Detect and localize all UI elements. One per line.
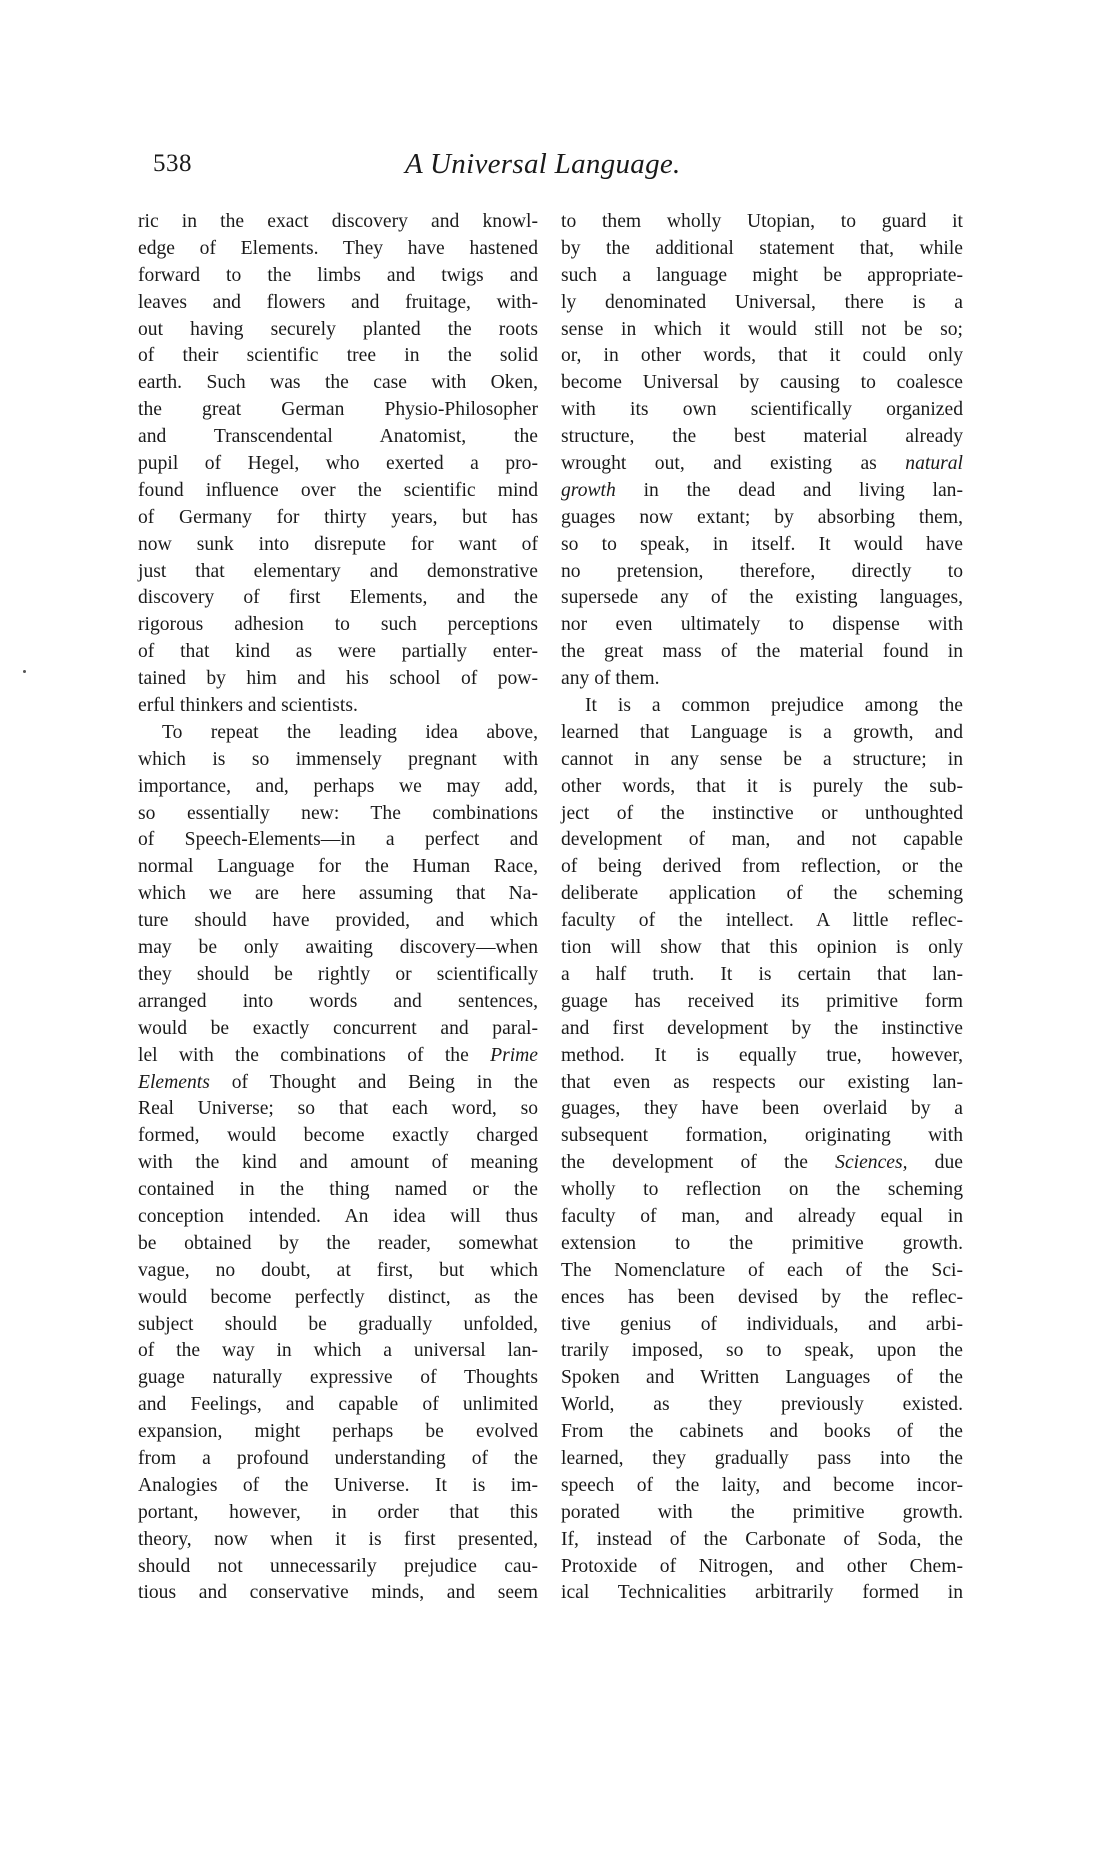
text-segment: no pretension, therefore, directly to [561,560,963,582]
text-segment: would become perfectly distinct, as the [138,1286,538,1308]
text-line [561,585,963,612]
text-line [561,1123,963,1150]
text-line [561,720,963,747]
text-segment: To repeat the leading idea above, [162,721,538,743]
text-segment: deliberate application of the scheming [561,883,963,905]
text-line [138,424,538,451]
text-segment: and Feelings, and capable of unlimited [138,1394,538,1416]
text-segment: tive genius of individuals, and arbi- [561,1313,963,1335]
text-line [561,1446,963,1473]
text-segment: structure, the best material already [561,426,963,448]
text-segment: with the kind and amount of meaning [138,1152,538,1174]
text-line [138,478,538,505]
text-segment: may be only awaiting discovery—when [138,937,538,959]
text-line [561,639,963,666]
text-line [138,290,538,317]
text-line [138,1312,538,1339]
text-segment: of Speech-Elements—in a perfect and [138,829,538,851]
text-segment: learned, they gradually pass into the [561,1447,963,1469]
text-line [561,451,963,478]
text-line [138,935,538,962]
text-segment: rigorous adhesion to such perceptions [138,614,538,636]
text-line [138,209,538,236]
text-segment: learned that Language is a growth, and [561,721,963,743]
text-segment: theory, now when it is first presented, [138,1528,538,1550]
text-line [561,424,963,451]
text-segment: would be exactly concurrent and paral- [138,1017,538,1039]
text-segment: subject should be gradually unfolded, [138,1313,538,1335]
text-line [561,989,963,1016]
text-line [138,317,538,344]
text-segment: development of man, and not capable [561,829,963,851]
text-segment: It is a common prejudice among the [585,695,963,717]
text-segment: tained by him and his school of pow- [138,668,538,690]
text-segment: the development of the [561,1152,808,1174]
text-line [138,1070,538,1097]
text-segment: method. It is equally true, however, [561,1044,963,1066]
text-line [138,343,538,370]
text-segment: guage naturally expressive of Thoughts [138,1367,538,1389]
text-segment: ical Technicalities arbitrarily formed in [561,1582,963,1604]
text-line [138,693,538,720]
text-segment: faculty of man, and already equal in [561,1205,963,1227]
text-segment: expansion, might perhaps be evolved [138,1421,538,1443]
text-line [138,1204,538,1231]
text-line [138,1231,538,1258]
text-segment: faculty of the intellect. A little reflec- [561,910,963,932]
text-segment: discovery of first Elements, and the [138,587,538,609]
text-line [561,1204,963,1231]
text-line [561,1070,963,1097]
text-segment: wrought out, and existing as [561,453,877,475]
text-line [561,236,963,263]
text-line [138,908,538,935]
text-line [561,478,963,505]
text-line [138,666,538,693]
text-line [138,1043,538,1070]
text-line [561,962,963,989]
page-number: 538 [153,150,192,177]
text-segment: From the cabinets and books of the [561,1421,963,1443]
text-segment: nor even ultimately to dispense with [561,614,963,636]
text-line [561,397,963,424]
text-line [561,666,963,693]
text-line [138,1338,538,1365]
text-segment: so essentially new: The combinations [138,802,538,824]
text-line [561,1285,963,1312]
text-line [138,1016,538,1043]
text-segment: and Transcendental Anatomist, the [138,426,538,448]
text-line [561,1473,963,1500]
text-segment: importance, and, perhaps we may add, [138,775,538,797]
text-segment: of that kind as were partially enter- [138,641,538,663]
text-line [561,1365,963,1392]
text-line [138,1285,538,1312]
text-segment: of the way in which a universal lan- [138,1340,538,1362]
text-line [138,1258,538,1285]
text-line [138,1177,538,1204]
text-line [138,801,538,828]
text-line [138,559,538,586]
text-segment: in the dead and living lan- [615,479,963,501]
text-segment: arranged into words and sentences, [138,990,538,1012]
text-segment: forward to the limbs and twigs and [138,264,538,286]
text-line [138,881,538,908]
text-line [561,801,963,828]
text-line [561,1580,963,1607]
text-line [138,1554,538,1581]
text-line [138,370,538,397]
text-segment: or, in other words, that it could only [561,345,963,367]
text-segment: speech of the laity, and become incor- [561,1474,963,1496]
text-segment: tion will show that this opinion is only [561,937,963,959]
text-segment: contained in the thing named or the [138,1179,538,1201]
text-line [561,370,963,397]
text-line [561,317,963,344]
text-line [138,397,538,424]
text-line [561,881,963,908]
text-line [138,1473,538,1500]
text-segment: by the additional statement that, while [561,237,963,259]
text-segment: with its own scientifically organized [561,399,963,421]
text-segment: be obtained by the reader, somewhat [138,1232,538,1254]
text-segment: such a language might be appropriate- [561,264,963,286]
text-segment: ences has been devised by the reflec- [561,1286,963,1308]
text-line [138,854,538,881]
text-line [561,827,963,854]
text-line [138,720,538,747]
text-line [138,585,538,612]
text-line [138,1500,538,1527]
text-segment: formed, would become exactly charged [138,1125,538,1147]
text-line [138,505,538,532]
text-segment: subsequent formation, originating with [561,1125,963,1147]
text-segment: ric in the exact discovery and knowl- [138,211,538,232]
text-segment: trarily imposed, so to speak, upon the [561,1340,963,1362]
text-line [561,290,963,317]
text-segment: lel with the combinations of the [138,1044,469,1066]
text-line [561,908,963,935]
text-line [561,1096,963,1123]
text-segment: edge of Elements. They have hastened [138,237,538,259]
text-line [561,747,963,774]
text-line [561,505,963,532]
text-segment: tious and conservative minds, and seem [138,1582,538,1604]
text-segment: earth. Such was the case with Oken, [138,372,538,394]
text-line [561,693,963,720]
italic-text: natural [905,453,963,475]
text-segment: conception intended. An idea will thus [138,1205,538,1227]
text-line [561,343,963,370]
text-segment: a half truth. It is certain that lan- [561,963,963,985]
italic-text: Prime [490,1044,538,1066]
text-line [138,263,538,290]
text-line [138,1392,538,1419]
text-line [561,1500,963,1527]
running-title: A Universal Language. [405,148,681,180]
text-segment: erful thinkers and scientists. [138,695,358,717]
text-line [138,236,538,263]
text-segment: leaves and flowers and fruitage, with- [138,291,538,313]
text-line [561,1554,963,1581]
text-segment: just that elementary and demonstrative [138,560,538,582]
italic-text: Sciences, [835,1152,908,1174]
text-segment: and first development by the instinctive [561,1017,963,1039]
text-line [561,1258,963,1285]
text-line [138,1580,538,1607]
text-line [561,1231,963,1258]
text-segment: become Universal by causing to coalesce [561,372,963,394]
text-segment: other words, that it is purely the sub- [561,775,963,797]
text-segment: ject of the instinctive or unthoughted [561,802,963,824]
text-line [138,1446,538,1473]
text-line [561,1392,963,1419]
text-segment: of their scientific tree in the solid [138,345,538,367]
text-segment: If, instead of the Carbonate of Soda, the [561,1528,963,1550]
text-line [561,1043,963,1070]
text-line [561,1527,963,1554]
text-segment: cannot in any sense be a structure; in [561,748,963,770]
text-line [561,263,963,290]
text-line [561,854,963,881]
text-line [561,1312,963,1339]
italic-text: Elements [138,1071,210,1093]
text-segment: pupil of Hegel, who exerted a pro- [138,453,538,475]
text-line [138,532,538,559]
text-line [561,1177,963,1204]
text-line [561,559,963,586]
text-line [138,639,538,666]
text-segment: the great mass of the material found in [561,641,963,663]
text-segment: normal Language for the Human Race, [138,856,538,878]
text-line [561,209,963,236]
text-line [561,1150,963,1177]
text-segment: of being derived from reflection, or the [561,856,963,878]
text-line [561,774,963,801]
text-line [138,1096,538,1123]
text-segment: of Germany for thirty years, but has [138,506,538,528]
text-segment: guages now extant; by absorbing them, [561,506,963,528]
text-segment: Protoxide of Nitrogen, and other Chem- [561,1555,963,1577]
text-segment: they should be rightly or scientifically [138,963,538,985]
text-line [138,1365,538,1392]
text-segment: should not unnecessarily prejudice cau- [138,1555,538,1577]
text-line [138,1527,538,1554]
text-segment: Spoken and Written Languages of the [561,1367,963,1389]
text-segment: so to speak, in itself. It would have [561,533,963,555]
text-segment: any of them. [561,668,660,690]
text-line [138,747,538,774]
text-line [561,1419,963,1446]
text-segment: now sunk into disrepute for want of [138,533,538,555]
text-segment: that even as respects our existing lan- [561,1071,963,1093]
text-segment: wholly to reflection on the scheming [561,1179,963,1201]
text-segment: out having securely planted the roots [138,318,538,340]
text-line [138,962,538,989]
text-segment: sense in which it would still not be so; [561,318,963,340]
text-line [138,989,538,1016]
text-segment: World, as they previously existed. [561,1394,963,1416]
text-segment: vague, no doubt, at first, but which [138,1259,538,1281]
text-segment: Analogies of the Universe. It is im- [138,1474,538,1496]
text-line [138,774,538,801]
text-segment: to them wholly Utopian, to guard it [561,211,963,232]
text-segment: of Thought and Being in the [209,1071,538,1093]
text-segment: guages, they have been overlaid by a [561,1098,963,1120]
italic-text: growth [561,479,616,501]
text-segment: the great German Physio-Philosopher [138,399,538,421]
text-line [561,612,963,639]
text-line [138,1150,538,1177]
text-segment: extension to the primitive growth. [561,1232,963,1254]
text-line [138,612,538,639]
text-segment: which we are here assuming that Na- [138,883,538,905]
text-segment: supersede any of the existing languages, [561,587,963,609]
text-segment: found influence over the scientific mind [138,479,538,501]
text-line [561,1016,963,1043]
text-line [561,1338,963,1365]
margin-mark [23,670,26,673]
text-line [138,1123,538,1150]
right-text-column [561,209,963,1607]
text-segment: ture should have provided, and which [138,910,538,932]
text-line [561,935,963,962]
text-segment: guage has received its primitive form [561,990,963,1012]
text-segment: portant, however, in order that this [138,1501,538,1523]
text-segment: ly denominated Universal, there is a [561,291,963,313]
text-segment: porated with the primitive growth. [561,1501,963,1523]
text-segment: The Nomenclature of each of the Sci- [561,1259,963,1281]
text-segment: Real Universe; so that each word, so [138,1098,538,1120]
text-line [138,827,538,854]
text-line [138,451,538,478]
text-line [138,1419,538,1446]
text-segment: from a profound understanding of the [138,1447,538,1469]
text-segment: due [907,1152,963,1174]
text-segment: which is so immensely pregnant with [138,748,538,770]
left-text-column [138,209,538,1607]
text-line [561,532,963,559]
